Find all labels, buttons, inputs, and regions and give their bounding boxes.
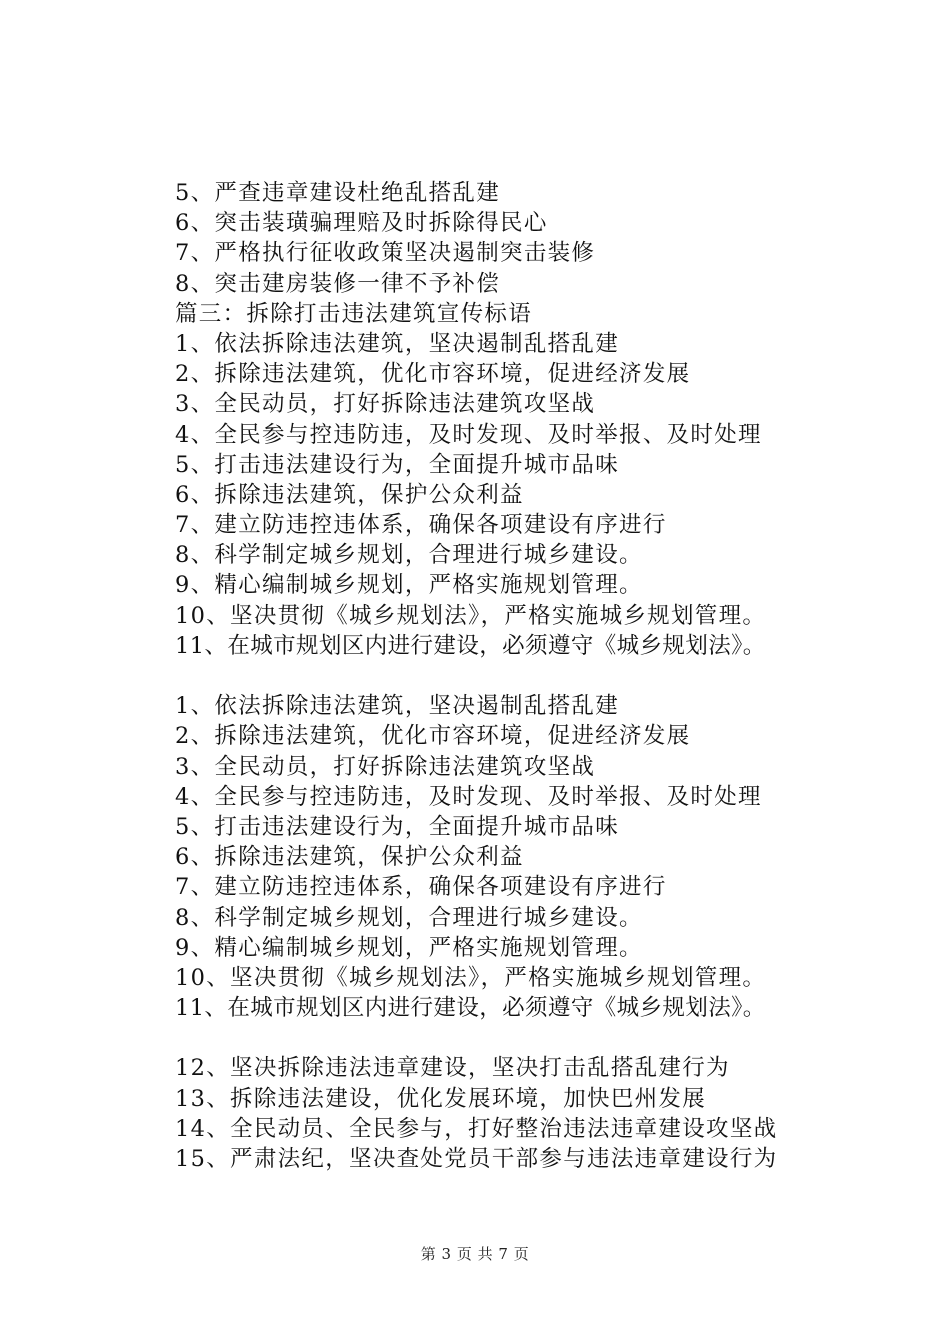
text-line: 6、拆除违法建筑，保护公众利益 <box>175 844 524 871</box>
text-line: 5、打击违法建设行为，全面提升城市品味 <box>175 813 620 840</box>
blank-line <box>175 661 915 691</box>
text-line: 5、严查违章建设杜绝乱搭乱建 <box>175 180 501 206</box>
text-line: 7、建立防违控违体系，确保各项建设有序进行 <box>175 512 667 539</box>
text-line: 15、严肃法纪，坚决查处党员干部参与违法违章建设行为 <box>175 1146 778 1172</box>
page-number-footer: 第 3 页 共 7 页 <box>420 1245 530 1263</box>
text-line: 6、突击装璜骗理赔及时拆除得民心 <box>175 210 548 237</box>
text-line: 4、全民参与控违防违，及时发现、及时举报、及时处理 <box>175 421 762 448</box>
text-line: 1、依法拆除违法建筑，坚决遏制乱搭乱建 <box>175 330 620 357</box>
text-line: 5、打击违法建设行为，全面提升城市品味 <box>175 451 620 478</box>
text-line: 10、坚决贯彻《城乡规划法》，严格实施城乡规划管理。 <box>175 602 767 629</box>
section-heading: 篇三：拆除打击违法建筑宣传标语 <box>175 300 533 327</box>
text-line: 2、拆除违法建筑，优化市容环境，促进经济发展 <box>175 723 691 750</box>
text-line: 8、科学制定城乡规划，合理进行城乡建设。 <box>175 542 643 569</box>
text-line: 10、坚决贯彻《城乡规划法》，严格实施城乡规划管理。 <box>175 964 767 991</box>
blank-line <box>175 1023 915 1053</box>
text-line: 14、全民动员、全民参与，打好整治违法违章建设攻坚战 <box>175 1115 778 1142</box>
text-line: 2、拆除违法建筑，优化市容环境，促进经济发展 <box>175 361 691 388</box>
document-body <box>175 178 915 1174</box>
text-line: 9、精心编制城乡规划，严格实施规划管理。 <box>175 934 643 961</box>
text-line: 11、在城市规划区内进行建设，必须遵守《城乡规划法》。 <box>175 995 766 1022</box>
text-line: 8、突击建房装修一律不予补偿 <box>175 270 501 297</box>
text-line: 3、全民动员，打好拆除违法建筑攻坚战 <box>175 391 596 418</box>
text-line: 9、精心编制城乡规划，严格实施规划管理。 <box>175 572 643 599</box>
text-line: 1、依法拆除违法建筑，坚决遏制乱搭乱建 <box>175 693 620 720</box>
text-line: 4、全民参与控违防违，及时发现、及时举报、及时处理 <box>175 783 762 810</box>
text-line: 7、严格执行征收政策坚决遏制突击装修 <box>175 240 596 267</box>
text-line: 6、拆除违法建筑，保护公众利益 <box>175 481 524 508</box>
text-line: 7、建立防违控违体系，确保各项建设有序进行 <box>175 874 667 901</box>
text-line: 8、科学制定城乡规划，合理进行城乡建设。 <box>175 904 643 931</box>
text-line: 12、坚决拆除违法违章建设，坚决打击乱搭乱建行为 <box>175 1055 730 1082</box>
text-line: 11、在城市规划区内进行建设，必须遵守《城乡规划法》。 <box>175 632 766 659</box>
text-line: 13、拆除违法建设，优化发展环境，加快巴州发展 <box>175 1085 707 1112</box>
text-line: 3、全民动员，打好拆除违法建筑攻坚战 <box>175 753 596 780</box>
